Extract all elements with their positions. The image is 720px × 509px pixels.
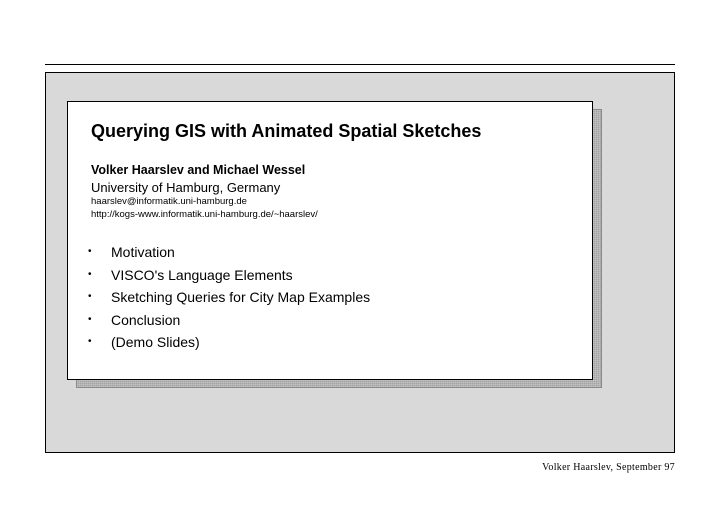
bullet-icon: • [88,336,92,347]
author-affiliation: University of Hamburg, Germany [91,180,281,195]
outline-item-label: VISCO's Language Elements [111,266,293,283]
author-names: Volker Haarslev and Michael Wessel [91,163,306,177]
outline-item-label: Sketching Queries for City Map Examples [111,289,371,305]
outline-item-label: Conclusion [111,311,181,328]
outline-item-label: Motivation [111,244,175,260]
outline-item-conclusion [88,310,370,333]
footer-credit: Volker Haarslev, September 97 [542,462,675,473]
outline-item-sketching-queries [88,287,370,310]
outline-item-motivation [88,242,370,265]
bullet-icon: • [88,313,92,325]
outline-item-label: (Demo Slides) [111,334,200,350]
outline-list [88,242,370,355]
bullet-icon: • [88,291,92,302]
bullet-icon: • [88,268,92,280]
author-email: haarslev@informatik.uni-hamburg.de [91,196,247,207]
outline-item-language-elements [88,265,370,288]
outline-item-demo-slides [88,332,370,355]
slide-card [67,101,593,380]
author-url: http://kogs-www.informatik.uni-hamburg.de/~haarslev/ [91,209,318,220]
top-divider [45,64,675,65]
bullet-icon: • [88,246,92,257]
slide-title: Querying GIS with Animated Spatial Sketches [91,121,482,141]
